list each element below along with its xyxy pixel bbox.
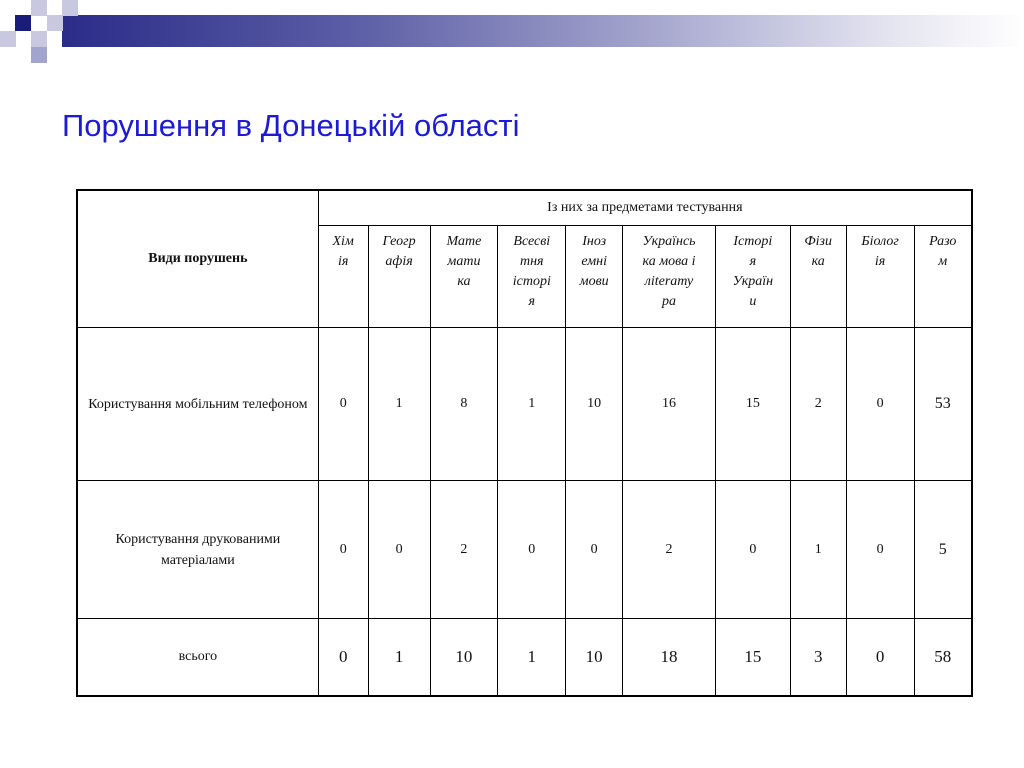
gradient-bar xyxy=(62,15,1024,47)
table-cell: 1 xyxy=(790,481,846,619)
table-cell: 10 xyxy=(566,328,623,481)
table-cell: 0 xyxy=(498,481,566,619)
decor-square xyxy=(31,31,47,47)
row-label: Користування друкованими матеріалами xyxy=(77,481,318,619)
subject-header: Хім ія xyxy=(318,226,368,328)
table-cell: 2 xyxy=(430,481,498,619)
decor-square xyxy=(15,15,31,31)
table-cell: 0 xyxy=(318,328,368,481)
decor-square xyxy=(31,47,47,63)
decorative-header xyxy=(0,0,1024,62)
total-cell: 0 xyxy=(318,619,368,696)
table-cell: 2 xyxy=(790,328,846,481)
total-cell: 15 xyxy=(715,619,790,696)
table-cell: 8 xyxy=(430,328,498,481)
table-cell: 1 xyxy=(498,328,566,481)
subject-header: Українсь ка мова і ліterату ра xyxy=(623,226,716,328)
subject-header: Мате мати ка xyxy=(430,226,498,328)
decor-square xyxy=(31,0,47,16)
total-cell: 3 xyxy=(790,619,846,696)
row-total-cell: 53 xyxy=(914,328,972,481)
table-row xyxy=(77,481,972,619)
table-cell: 16 xyxy=(623,328,716,481)
subject-header: Іноз емні мови xyxy=(566,226,623,328)
total-cell: 10 xyxy=(430,619,498,696)
table-cell: 0 xyxy=(846,481,914,619)
total-row-label: всього xyxy=(77,619,318,696)
grand-total-cell: 58 xyxy=(914,619,972,696)
subject-header: Геогр афія xyxy=(368,226,430,328)
table-row xyxy=(77,328,972,481)
decor-square xyxy=(47,15,63,31)
subject-header: Разо м xyxy=(914,226,972,328)
group-header: Із них за предметами тестування xyxy=(318,190,972,226)
total-cell: 10 xyxy=(566,619,623,696)
header-row-group xyxy=(77,190,972,226)
table-cell: 0 xyxy=(368,481,430,619)
subject-header: Біолог ія xyxy=(846,226,914,328)
table-cell: 1 xyxy=(368,328,430,481)
total-cell: 1 xyxy=(498,619,566,696)
total-cell: 18 xyxy=(623,619,716,696)
table-cell: 0 xyxy=(846,328,914,481)
total-cell: 0 xyxy=(846,619,914,696)
total-row xyxy=(77,619,972,696)
table-cell: 0 xyxy=(566,481,623,619)
subject-header: Історі я Україн и xyxy=(715,226,790,328)
subject-header: Всесві тня історі я xyxy=(498,226,566,328)
table-cell: 0 xyxy=(318,481,368,619)
table-cell: 0 xyxy=(715,481,790,619)
table-cell: 2 xyxy=(623,481,716,619)
decor-square xyxy=(0,31,16,47)
violations-table xyxy=(76,189,973,697)
row-total-cell: 5 xyxy=(914,481,972,619)
row-label: Користування мобільним телефоном xyxy=(77,328,318,481)
table-cell: 15 xyxy=(715,328,790,481)
row-header-label: Види порушень xyxy=(77,190,318,328)
subject-header: Фізи ка xyxy=(790,226,846,328)
decor-square xyxy=(62,0,78,16)
slide-title: Порушення в Донецькій області xyxy=(62,108,520,143)
total-cell: 1 xyxy=(368,619,430,696)
